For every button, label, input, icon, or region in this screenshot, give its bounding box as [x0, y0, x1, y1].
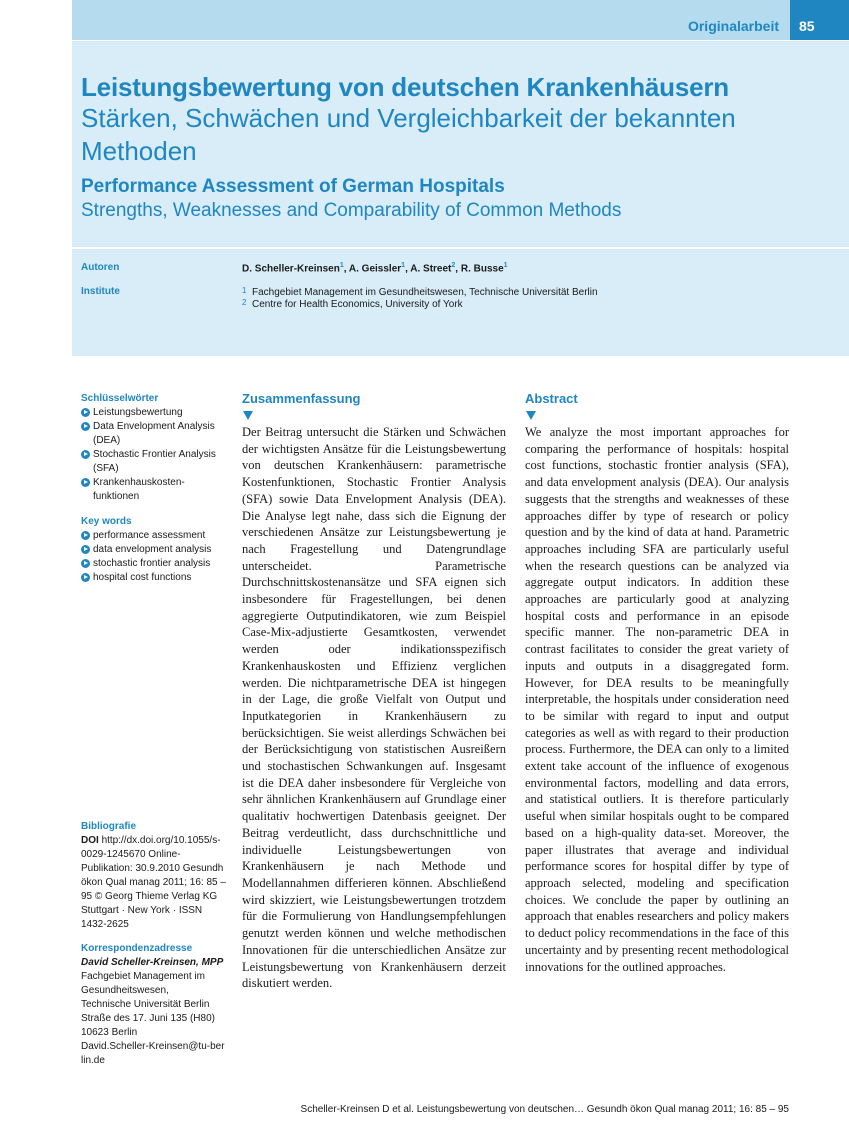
author-name: A. Street	[410, 263, 452, 275]
address-line: Fachgebiet Management im Gesundheitswesen,	[81, 971, 205, 996]
institute-text: Centre for Health Economics, University of York	[252, 299, 463, 310]
author-affiliation: 1	[503, 262, 508, 269]
keyword-item	[81, 448, 221, 476]
zusammenfassung-heading: Zusammenfassung	[242, 391, 361, 406]
bullet-arrow-icon	[81, 408, 90, 417]
keyword-item	[81, 529, 221, 543]
keyword-text: stochastic frontier analysis	[93, 558, 211, 569]
institute-line	[242, 298, 463, 310]
author-name: A. Geissler	[348, 263, 402, 275]
abstract-body: We analyze the most important approaches for comparing the performance of hospitals: hospital cost functions, stochastic frontier analysis (SFA), and data envelopment analysis (DEA). Our analysis suggests that the strengths and weaknesses of these approaches differ by type of research or policy question and by the kind of data at hand. Parametric approaches including SFA are particularly useful when the research questions can be analyzed via aggregate output indicators. In addition these approaches are particularly good at analyzing hospital costs and performance in an episode specific manner. The non-parametric DEA in contrast facilitates to consider the great variety of inputs and outputs in a disaggregated form. However, for DEA results to be meaningfully interpretable, the hospitals under consideration need to be similar with regard to input and output categories as well as with regard to their production process. Furthermore, the DEA can only to a limited extent take account of the influence of exogenous environmental factors, modelling and data errors, and statistical outliers. It is therefore particularly useful when similar hospitals ought to be compared based on a high-quality data-set. Moreover, the paper illustrates that average and individual performance scores for hospital differ by type of approach selected, modeling and specification choices. We conclude the paper by outlining an approach that enables researchers and policy makers to deduct policy recommendations in the face of this uncertainty and by presenting recent methodological innovations for the outlined approaches.	[525, 425, 789, 974]
author-list	[242, 262, 508, 274]
bullet-arrow-icon	[81, 531, 90, 540]
address-line: 10623 Berlin	[81, 1027, 138, 1038]
keywords-en-list	[81, 529, 221, 585]
bullet-arrow-icon	[81, 450, 90, 459]
heading-arrow-icon	[526, 411, 536, 420]
keywords-de-heading: Schlüsselwörter	[81, 393, 159, 404]
author-separator: ,	[343, 263, 349, 275]
correspondence-heading: Korrespondenzadresse	[81, 943, 193, 954]
institute-line	[242, 286, 598, 298]
bullet-arrow-icon	[81, 422, 90, 431]
zusammenfassung-body: Der Beitrag untersucht die Stärken und Schwächen der wichtigsten Ansätze für die Leistungsbewertung von deutschen Krankenhäusern: parametrische Kostenfunktionen, Stochastic Frontier Analysis (SFA) sowie Data Envelopment Analysis (DEA). Die Analyse legt nahe, dass sich die Eignung der verschiedenen Ansätze zur Leistungsbewertung je nach Fragestellung und Datengrundlage unterscheidet. Parametrische Durchschnittskostenansätze und SFA eignen sich insbesondere für Fragestellungen, bei denen aggregierte Outputindikatoren, wie zum Beispiel Case-Mix-adjustierte Gesamtkosten, verwendet werden oder indikationsspezifisch Krankenhauskosten und Effizienz verglichen werden. Die nichtparametrische DEA ist hingegen in der Lage, die große Vielfalt von Output und Inputkategorien in Krankenhäusern zu berücksichtigen. Sie weist allerdings Schwächen bei der Berücksichtigung von statistischen Ausreißern und stochastischen Schwankungen auf. Insgesamt ist die DEA daher insbesondere für Vergleiche von sehr ähnlichen Krankenhäusern auf Grundlage einer qualitativ hochwertigen Datenbasis geeignet. Der Beitrag verdeutlicht, dass durchschnittliche und individuelle Leistungsbewertungen von Krankenhäusern je nach Methode und Modellannahmen differieren können. Abschließend wird skizziert, wie Leistungsbewertungen trotzdem für die Formulierung von Handlungsempfehlungen genutzt werden können und welche methodischen Innovationen für die unterschiedlichen Ansätze zur Leistungsbewertung von Krankenhäusern derzeit diskutiert werden.	[242, 425, 506, 991]
institutes-label: Institute	[81, 286, 120, 297]
keywords-de-list	[81, 406, 221, 504]
institute-text: Fachgebiet Management im Gesundheitswesen, Technische Universität Berlin	[252, 287, 598, 298]
keyword-text: Krankenhauskosten-funktionen	[93, 477, 185, 502]
bullet-arrow-icon	[81, 559, 90, 568]
bullet-arrow-icon	[81, 478, 90, 487]
keyword-item	[81, 476, 221, 504]
keyword-text: Stochastic Frontier Analysis (SFA)	[93, 449, 216, 474]
address-line: Straße des 17. Juni 135 (H80)	[81, 1013, 215, 1024]
author-name: R. Busse	[460, 263, 504, 275]
author-affiliation: 2	[451, 262, 456, 269]
author-separator: ,	[455, 263, 461, 275]
title-german: Leistungsbewertung von deutschen Krankenhäusern	[81, 72, 729, 102]
keyword-item	[81, 543, 221, 557]
authors-label: Autoren	[81, 262, 120, 273]
keyword-text: hospital cost functions	[93, 572, 192, 583]
abstract-heading: Abstract	[525, 391, 578, 406]
keyword-text: performance assessment	[93, 530, 206, 541]
keyword-text: Data Envelopment Analysis (DEA)	[93, 421, 215, 446]
keyword-item	[81, 571, 221, 585]
keywords-en-heading: Key words	[81, 516, 132, 527]
institute-number: 2	[242, 298, 247, 307]
subtitle-english: Strengths, Weaknesses and Comparability of Common Methods	[81, 200, 622, 221]
correspondence-name: David Scheller-Kreinsen, MPP	[81, 957, 224, 968]
address-line: Technische Universität Berlin	[81, 999, 210, 1010]
bullet-arrow-icon	[81, 573, 90, 582]
keyword-item	[81, 406, 221, 420]
section-label: Originalarbeit	[687, 18, 779, 34]
email-link[interactable]: David.Scheller-Kreinsen@tu-berlin.de	[81, 1041, 225, 1066]
author-affiliation: 1	[339, 262, 344, 269]
keyword-item	[81, 420, 221, 448]
author-affiliation: 1	[401, 262, 406, 269]
author-name: D. Scheller-Kreinsen	[242, 263, 340, 275]
correspondence-address	[81, 956, 226, 1068]
keyword-text: data envelopment analysis	[93, 544, 212, 555]
footer-citation: Scheller-Kreinsen D et al. Leistungsbewertung von deutschen… Gesundh ökon Qual manag 2011; 16: 85 – 95	[300, 1104, 789, 1115]
page-number: 85	[790, 0, 849, 40]
title-english: Performance Assessment of German Hospitals	[81, 176, 505, 197]
heading-arrow-icon	[243, 411, 253, 420]
institute-number: 1	[242, 286, 247, 295]
bullet-arrow-icon	[81, 545, 90, 554]
keyword-text: Leistungsbewertung	[93, 407, 183, 418]
keyword-item	[81, 557, 221, 571]
subtitle-german: Stärken, Schwächen und Vergleichbarkeit der bekannten Methoden	[81, 103, 736, 166]
author-separator: ,	[405, 263, 411, 275]
bibliography-text	[81, 834, 226, 932]
bibliography-heading: Bibliografie	[81, 821, 137, 832]
doi-label: DOI	[81, 835, 99, 846]
bibliography-details: http://dx.doi.org/10.1055/s-0029-1245670 Online-Publikation: 30.9.2010 Gesundh ökon Qual manag 2011; 16: 85 – 95 © Georg Thieme Verlag KG Stuttgart · New York · ISSN 1432-2625	[81, 835, 226, 930]
